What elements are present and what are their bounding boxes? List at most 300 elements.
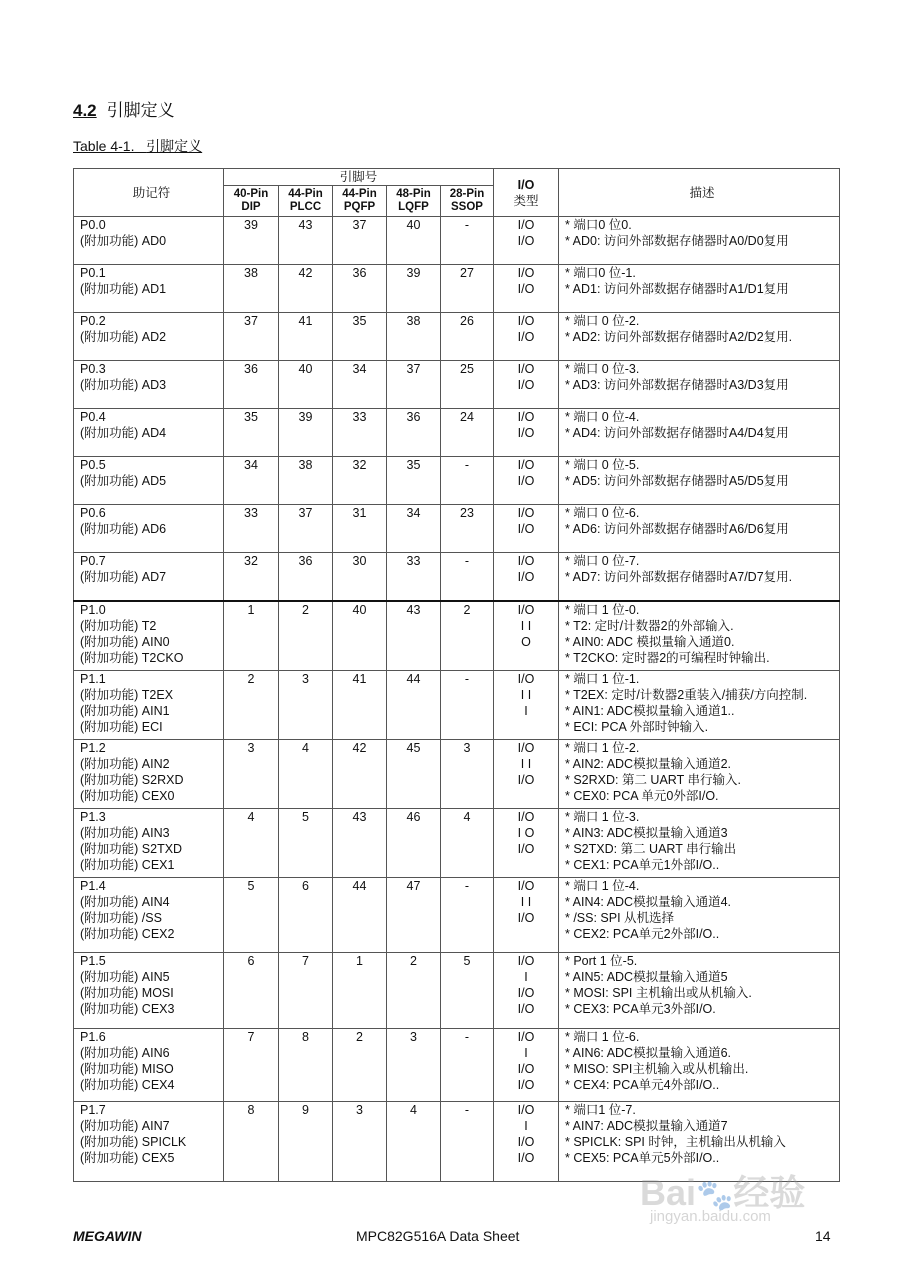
mnemonic-cell <box>74 361 224 409</box>
mnemonic-line: P1.6 <box>80 1029 106 1044</box>
pin-number-cell: 8 <box>224 1101 279 1181</box>
pin-number-cell: 37 <box>224 313 279 361</box>
pin-number-cell: 43 <box>333 808 387 877</box>
description-cell <box>559 409 840 457</box>
pin-number-cell: 33 <box>387 553 441 602</box>
pin-number-cell: 46 <box>387 808 441 877</box>
pin-number-cell: 3 <box>441 739 494 808</box>
io-type-line: I/O <box>517 282 535 296</box>
header-pin-package <box>333 186 387 217</box>
pin-number-cell: 1 <box>333 952 387 1028</box>
table-row <box>74 553 840 602</box>
pin-number-cell: 2 <box>224 670 279 739</box>
table-row <box>74 601 840 670</box>
mnemonic-line: (附加功能) AIN1 <box>80 703 170 718</box>
pin-count: 44-Pin <box>288 188 323 200</box>
description-cell <box>559 265 840 313</box>
header-io-type <box>494 169 559 217</box>
mnemonic-line: (附加功能) CEX3 <box>80 1001 175 1016</box>
table-caption <box>73 136 202 156</box>
header-pin-package <box>387 186 441 217</box>
table-row <box>74 952 840 1028</box>
pin-number-cell: 40 <box>387 217 441 265</box>
pin-number-cell: 24 <box>441 409 494 457</box>
io-type-line: I/O <box>517 953 535 968</box>
io-type-cell <box>494 1028 559 1101</box>
package-type: SSOP <box>451 201 483 213</box>
io-type-line: I/O <box>517 522 535 536</box>
description-line: * 端口 0 位-2. <box>565 314 640 328</box>
io-type-cell <box>494 361 559 409</box>
mnemonic-cell <box>74 313 224 361</box>
io-type-line: I/O <box>517 362 535 376</box>
mnemonic-cell <box>74 265 224 313</box>
description-cell <box>559 361 840 409</box>
io-type-cell <box>494 1101 559 1181</box>
mnemonic-line: (附加功能) AIN0 <box>80 635 170 649</box>
io-type-line: I/O <box>517 1134 535 1149</box>
description-cell <box>559 1028 840 1101</box>
description-cell <box>559 313 840 361</box>
mnemonic-line: (附加功能) AD5 <box>80 474 167 488</box>
pin-number-cell: 25 <box>441 361 494 409</box>
mnemonic-line: (附加功能) S2RXD <box>80 772 184 787</box>
io-type-line: I/O <box>517 330 535 344</box>
pin-number-cell: 33 <box>333 409 387 457</box>
io-type-line: I/O <box>517 1102 535 1117</box>
description-cell <box>559 808 840 877</box>
pin-number-cell: 41 <box>279 313 333 361</box>
mnemonic-line: P0.6 <box>80 506 106 520</box>
description-line: * AD5: 访问外部数据存储器时A5/D5复用 <box>565 474 789 488</box>
io-type-line: I/O <box>517 218 535 232</box>
mnemonic-cell <box>74 808 224 877</box>
package-type: PLCC <box>289 201 322 213</box>
description-line: * AD2: 访问外部数据存储器时A2/D2复用. <box>565 330 793 344</box>
table-row <box>74 808 840 877</box>
io-type-cell <box>494 409 559 457</box>
mnemonic-line: P1.7 <box>80 1102 106 1117</box>
io-type-line: I/O <box>517 878 535 893</box>
io-type-line: I O <box>517 825 535 840</box>
description-line: * 端口 1 位-6. <box>565 1029 640 1044</box>
mnemonic-cell <box>74 952 224 1028</box>
pin-number-cell: 34 <box>224 457 279 505</box>
pin-number-cell: 2 <box>387 952 441 1028</box>
io-type-line: I/O <box>517 1061 535 1076</box>
mnemonic-cell <box>74 553 224 602</box>
io-type-line: I I <box>520 894 532 909</box>
description-line: * AD7: 访问外部数据存储器时A7/D7复用. <box>565 570 793 584</box>
description-cell <box>559 505 840 553</box>
mnemonic-line: P0.5 <box>80 458 106 472</box>
io-type-line: I/O <box>517 474 535 488</box>
pin-definition-table <box>73 168 840 1182</box>
pin-number-cell: - <box>441 457 494 505</box>
description-line: * 端口 0 位-7. <box>565 554 640 568</box>
mnemonic-line: (附加功能) AD3 <box>80 378 167 392</box>
mnemonic-line: (附加功能) ECI <box>80 719 163 734</box>
description-cell <box>559 553 840 602</box>
pin-number-cell: 9 <box>279 1101 333 1181</box>
description-line: * 端口 1 位-4. <box>565 878 640 893</box>
pin-number-cell: 27 <box>441 265 494 313</box>
table-row <box>74 361 840 409</box>
pin-number-cell: 35 <box>333 313 387 361</box>
io-type-line: I/O <box>517 378 535 392</box>
io-type-line: I <box>524 1118 528 1133</box>
mnemonic-cell <box>74 217 224 265</box>
pin-count: 48-Pin <box>396 188 431 200</box>
pin-count: 28-Pin <box>449 188 485 200</box>
io-type-line: I/O <box>517 910 535 925</box>
section-heading <box>73 96 175 121</box>
pin-number-cell: 39 <box>387 265 441 313</box>
io-type-line: I/O <box>517 506 535 520</box>
description-cell <box>559 739 840 808</box>
pin-number-cell: 35 <box>224 409 279 457</box>
io-type-cell <box>494 877 559 952</box>
pin-number-cell: 45 <box>387 739 441 808</box>
mnemonic-cell <box>74 601 224 670</box>
pin-number-cell: - <box>441 670 494 739</box>
pin-number-cell: 44 <box>333 877 387 952</box>
description-line: * 端口0 位0. <box>565 218 632 232</box>
pin-number-cell: 37 <box>387 361 441 409</box>
pin-number-cell: 36 <box>333 265 387 313</box>
description-line: * 端口 1 位-2. <box>565 740 640 755</box>
description-line: * AIN6: ADC模拟量输入通道6. <box>565 1045 732 1060</box>
table-row <box>74 457 840 505</box>
mnemonic-cell <box>74 457 224 505</box>
mnemonic-line: P0.1 <box>80 266 106 280</box>
header-pin-group: 引脚号 <box>224 169 494 186</box>
description-cell <box>559 217 840 265</box>
pin-number-cell: - <box>441 217 494 265</box>
mnemonic-line: (附加功能) CEX0 <box>80 788 175 803</box>
pin-number-cell: 43 <box>387 601 441 670</box>
pin-number-cell: 3 <box>279 670 333 739</box>
header-pin-package <box>279 186 333 217</box>
section-number: 4.2 <box>73 101 97 120</box>
io-type-line: I/O <box>517 985 535 1000</box>
pin-number-cell: 34 <box>333 361 387 409</box>
description-line: * AIN1: ADC模拟量输入通道1.. <box>565 703 735 718</box>
table-row <box>74 739 840 808</box>
pin-number-cell: 39 <box>279 409 333 457</box>
header-io: I/O <box>517 177 535 192</box>
pin-number-cell: 31 <box>333 505 387 553</box>
mnemonic-line: (附加功能) T2CKO <box>80 651 184 665</box>
mnemonic-line: (附加功能) AD6 <box>80 522 167 536</box>
mnemonic-line: (附加功能) AIN2 <box>80 756 170 771</box>
io-type-line: I/O <box>517 570 535 584</box>
io-type-cell <box>494 808 559 877</box>
io-type-line: I I <box>520 687 532 702</box>
io-type-cell <box>494 457 559 505</box>
mnemonic-cell <box>74 670 224 739</box>
mnemonic-line: (附加功能) SPICLK <box>80 1134 187 1149</box>
pin-count: 44-Pin <box>342 188 377 200</box>
io-type-line: I/O <box>517 1150 535 1165</box>
mnemonic-line: (附加功能) AD2 <box>80 330 167 344</box>
table-row <box>74 670 840 739</box>
pin-number-cell: 47 <box>387 877 441 952</box>
description-line: * AIN5: ADC模拟量输入通道5 <box>565 969 728 984</box>
pin-number-cell: 35 <box>387 457 441 505</box>
mnemonic-line: P1.5 <box>80 953 106 968</box>
io-type-line: I/O <box>517 458 535 472</box>
pin-number-cell: 40 <box>279 361 333 409</box>
description-line: * S2RXD: 第二 UART 串行输入. <box>565 772 741 787</box>
description-line: * 端口 0 位-3. <box>565 362 640 376</box>
description-line: * AD3: 访问外部数据存储器时A3/D3复用 <box>565 378 789 392</box>
mnemonic-line: (附加功能) CEX2 <box>80 926 175 941</box>
pin-number-cell: 41 <box>333 670 387 739</box>
table-row <box>74 217 840 265</box>
io-type-line: I I <box>520 756 532 771</box>
pin-number-cell: 38 <box>387 313 441 361</box>
io-type-line: I/O <box>517 314 535 328</box>
mnemonic-line: (附加功能) MOSI <box>80 985 174 1000</box>
pin-number-cell: 42 <box>279 265 333 313</box>
mnemonic-line: P1.4 <box>80 878 106 893</box>
io-type-line: I/O <box>517 772 535 787</box>
io-type-line: I/O <box>517 603 535 617</box>
description-line: * S2TXD: 第二 UART 串行输出 <box>565 841 737 856</box>
pin-number-cell: 2 <box>279 601 333 670</box>
pin-number-cell: 4 <box>224 808 279 877</box>
io-type-cell <box>494 553 559 602</box>
pin-number-cell: 34 <box>387 505 441 553</box>
description-line: * T2CKO: 定时器2的可编程时钟输出. <box>565 651 770 665</box>
package-type: PQFP <box>343 201 376 213</box>
mnemonic-line: (附加功能) CEX4 <box>80 1077 175 1092</box>
description-line: * AIN0: ADC 模拟量输入通道0. <box>565 635 735 649</box>
io-type-line: I <box>524 969 528 984</box>
baidu-watermark-logo: Bai🐾经验 <box>640 1172 806 1213</box>
pin-number-cell: 3 <box>333 1101 387 1181</box>
mnemonic-cell <box>74 877 224 952</box>
header-type: 类型 <box>513 193 539 208</box>
description-line: * SPICLK: SPI 时钟，主机输出从机输入 <box>565 1134 786 1149</box>
pin-number-cell: 5 <box>279 808 333 877</box>
description-line: * CEX4: PCA单元4外部I/O.. <box>565 1077 720 1092</box>
pin-number-cell: 38 <box>279 457 333 505</box>
mnemonic-line: (附加功能) AD0 <box>80 234 167 248</box>
description-line: * Port 1 位-5. <box>565 953 638 968</box>
description-line: * 端口 0 位-4. <box>565 410 640 424</box>
io-type-cell <box>494 739 559 808</box>
io-type-line: I/O <box>517 410 535 424</box>
io-type-line: I/O <box>517 740 535 755</box>
pin-number-cell: - <box>441 1028 494 1101</box>
footer-doc-title: MPC82G516A Data Sheet <box>356 1228 520 1244</box>
pin-count: 40-Pin <box>233 188 269 200</box>
io-type-line: I/O <box>517 671 535 686</box>
mnemonic-line: P0.2 <box>80 314 106 328</box>
pin-number-cell: 43 <box>279 217 333 265</box>
mnemonic-line: (附加功能) CEX1 <box>80 857 175 872</box>
section-title: 引脚定义 <box>106 101 175 120</box>
table-row <box>74 877 840 952</box>
description-line: * AIN7: ADC模拟量输入通道7 <box>565 1118 728 1133</box>
mnemonic-line: (附加功能) AD1 <box>80 282 167 296</box>
description-line: * CEX3: PCA单元3外部I/O. <box>565 1001 716 1016</box>
mnemonic-line: P1.3 <box>80 809 106 824</box>
description-line: * 端口 0 位-5. <box>565 458 640 472</box>
io-type-line: I/O <box>517 234 535 248</box>
description-line: * 端口 0 位-6. <box>565 506 640 520</box>
mnemonic-line: (附加功能) AD7 <box>80 570 167 584</box>
description-cell <box>559 952 840 1028</box>
mnemonic-line: (附加功能) AIN3 <box>80 825 170 840</box>
pin-number-cell: 44 <box>387 670 441 739</box>
package-type: DIP <box>241 201 261 213</box>
pin-number-cell: 37 <box>333 217 387 265</box>
caption-title: 引脚定义 <box>146 138 203 154</box>
description-cell <box>559 877 840 952</box>
io-type-line: I/O <box>517 266 535 280</box>
description-line: * CEX5: PCA单元5外部I/O.. <box>565 1150 720 1165</box>
description-line: * CEX2: PCA单元2外部I/O.. <box>565 926 720 941</box>
pin-number-cell: 4 <box>441 808 494 877</box>
description-line: * T2: 定时/计数器2的外部输入. <box>565 619 734 633</box>
io-type-cell <box>494 952 559 1028</box>
description-line: * AD0: 访问外部数据存储器时A0/D0复用 <box>565 234 789 248</box>
mnemonic-line: (附加功能) /SS <box>80 910 162 925</box>
pin-number-cell: - <box>441 1101 494 1181</box>
pin-number-cell: 36 <box>279 553 333 602</box>
io-type-line: I/O <box>517 1001 535 1016</box>
header-pin-package <box>441 186 494 217</box>
package-type: LQFP <box>398 201 429 213</box>
pin-number-cell: 1 <box>224 601 279 670</box>
description-line: * AIN2: ADC模拟量输入通道2. <box>565 756 732 771</box>
mnemonic-cell <box>74 409 224 457</box>
io-type-line: I I <box>520 619 532 633</box>
mnemonic-cell <box>74 1101 224 1181</box>
description-line: * AIN4: ADC模拟量输入通道4. <box>565 894 732 909</box>
pin-number-cell: 6 <box>279 877 333 952</box>
caption-label: Table 4-1. <box>73 138 135 154</box>
description-cell <box>559 601 840 670</box>
header-mnemonic: 助记符 <box>74 169 224 217</box>
pin-number-cell: 8 <box>279 1028 333 1101</box>
header-pin-package <box>224 186 279 217</box>
io-type-line: O <box>521 635 531 649</box>
table-row <box>74 265 840 313</box>
mnemonic-line: P1.1 <box>80 671 106 686</box>
io-type-line: I/O <box>517 809 535 824</box>
pin-number-cell: 30 <box>333 553 387 602</box>
mnemonic-line: P0.0 <box>80 218 106 232</box>
pin-number-cell: 40 <box>333 601 387 670</box>
mnemonic-cell <box>74 1028 224 1101</box>
pin-number-cell: 7 <box>279 952 333 1028</box>
pin-number-cell: 4 <box>279 739 333 808</box>
mnemonic-line: (附加功能) T2EX <box>80 687 174 702</box>
table-row <box>74 1028 840 1101</box>
pin-number-cell: 3 <box>387 1028 441 1101</box>
description-line: * /SS: SPI 从机选择 <box>565 910 675 925</box>
mnemonic-line: P0.7 <box>80 554 106 568</box>
pin-number-cell: 23 <box>441 505 494 553</box>
mnemonic-line: (附加功能) AIN6 <box>80 1045 170 1060</box>
description-cell <box>559 457 840 505</box>
description-line: * 端口 1 位-0. <box>565 603 640 617</box>
pin-number-cell: 36 <box>387 409 441 457</box>
pin-number-cell: 38 <box>224 265 279 313</box>
header-description: 描述 <box>559 169 840 217</box>
description-line: * 端口1 位-7. <box>565 1102 636 1117</box>
pin-number-cell: 36 <box>224 361 279 409</box>
mnemonic-line: (附加功能) AD4 <box>80 426 167 440</box>
mnemonic-cell <box>74 739 224 808</box>
mnemonic-line: (附加功能) AIN5 <box>80 969 170 984</box>
io-type-line: I/O <box>517 426 535 440</box>
watermark-url: jingyan.baidu.com <box>650 1208 771 1225</box>
pin-number-cell: 32 <box>333 457 387 505</box>
description-line: * MISO: SPI主机输入或从机输出. <box>565 1061 749 1076</box>
pin-number-cell: - <box>441 553 494 602</box>
description-line: * CEX0: PCA 单元0外部I/O. <box>565 788 719 803</box>
pin-number-cell: 5 <box>441 952 494 1028</box>
pin-number-cell: 2 <box>333 1028 387 1101</box>
io-type-cell <box>494 670 559 739</box>
mnemonic-line: P1.0 <box>80 603 106 617</box>
description-line: * 端口0 位-1. <box>565 266 636 280</box>
io-type-line: I <box>524 1045 528 1060</box>
mnemonic-line: (附加功能) AIN7 <box>80 1118 170 1133</box>
pin-number-cell: 6 <box>224 952 279 1028</box>
pin-number-cell: - <box>441 877 494 952</box>
description-line: * CEX1: PCA单元1外部I/O.. <box>565 857 720 872</box>
pin-number-cell: 37 <box>279 505 333 553</box>
description-line: * ECI: PCA 外部时钟输入. <box>565 719 709 734</box>
mnemonic-line: (附加功能) T2 <box>80 619 157 633</box>
io-type-line: I <box>524 703 528 718</box>
mnemonic-line: P0.3 <box>80 362 106 376</box>
description-line: * AD6: 访问外部数据存储器时A6/D6复用 <box>565 522 789 536</box>
mnemonic-line: P0.4 <box>80 410 106 424</box>
description-cell <box>559 670 840 739</box>
pin-number-cell: 5 <box>224 877 279 952</box>
mnemonic-cell <box>74 505 224 553</box>
description-line: * 端口 1 位-1. <box>565 671 640 686</box>
mnemonic-line: P1.2 <box>80 740 106 755</box>
io-type-cell <box>494 601 559 670</box>
pin-number-cell: 32 <box>224 553 279 602</box>
io-type-cell <box>494 505 559 553</box>
table-row <box>74 409 840 457</box>
mnemonic-line: (附加功能) CEX5 <box>80 1150 175 1165</box>
io-type-line: I/O <box>517 841 535 856</box>
pin-number-cell: 33 <box>224 505 279 553</box>
description-line: * 端口 1 位-3. <box>565 809 640 824</box>
mnemonic-line: (附加功能) AIN4 <box>80 894 170 909</box>
mnemonic-line: (附加功能) S2TXD <box>80 841 183 856</box>
footer-brand: MEGAWIN <box>73 1228 142 1244</box>
pin-number-cell: 39 <box>224 217 279 265</box>
description-line: * AIN3: ADC模拟量输入通道3 <box>565 825 728 840</box>
pin-number-cell: 42 <box>333 739 387 808</box>
io-type-cell <box>494 217 559 265</box>
description-line: * T2EX: 定时/计数器2重装入/捕获/方向控制. <box>565 687 808 702</box>
description-line: * AD1: 访问外部数据存储器时A1/D1复用 <box>565 282 789 296</box>
pin-number-cell: 3 <box>224 739 279 808</box>
table-row <box>74 505 840 553</box>
